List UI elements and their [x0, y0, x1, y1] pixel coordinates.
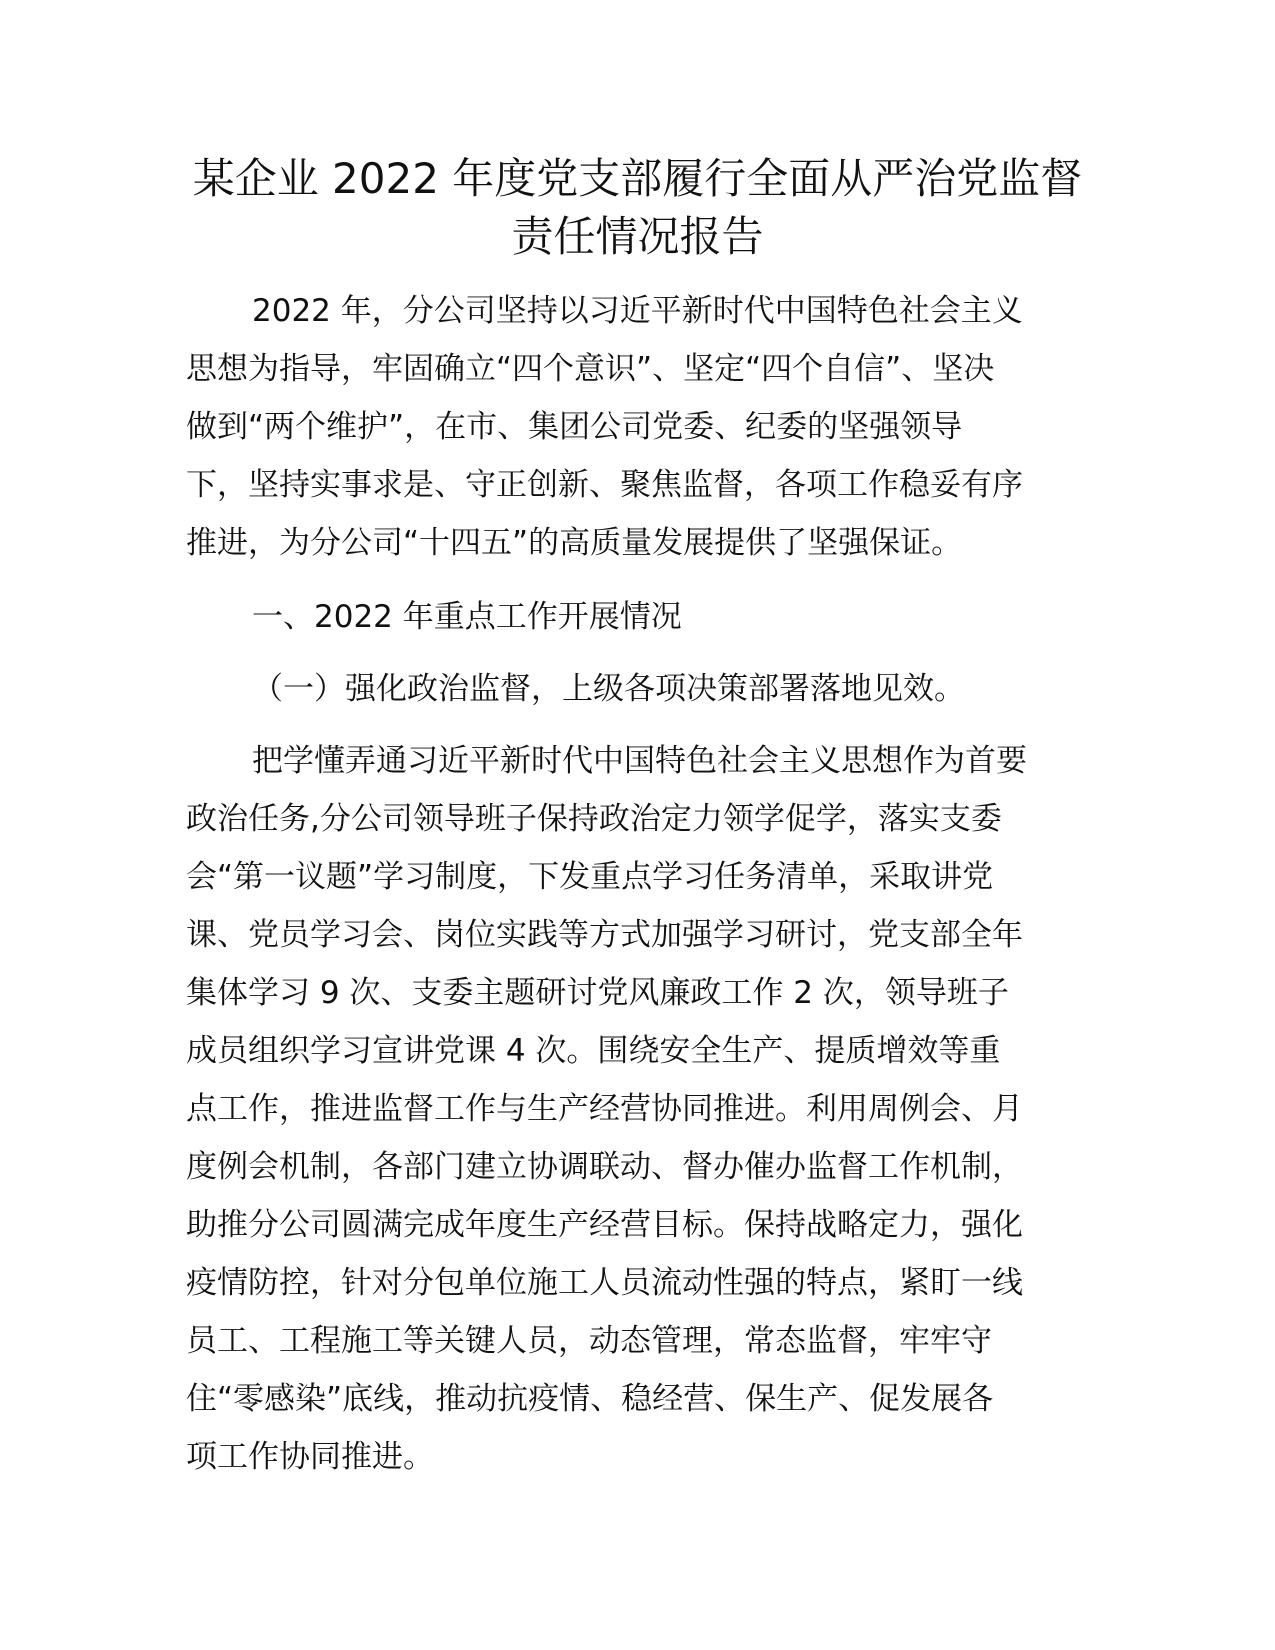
text-line: 点工作，推进监督工作与生产经营协同推进。利用周例会、月 [186, 1091, 1023, 1127]
text-line: 政治任务,分公司领导班子保持政治定力领学促学，落实支委 [186, 801, 1002, 837]
section-heading: 一、2022 年重点工作开展情况 [252, 599, 682, 635]
text-line: 集体学习 9 次、支委主题研讨党风廉政工作 2 次，领导班子 [186, 975, 1009, 1011]
text-line: 成员组织学习宣讲党课 4 次。围绕安全生产、提质增效等重 [186, 1033, 1001, 1069]
text-line: 推进，为分公司“十四五”的高质量发展提供了坚强保证。 [186, 525, 963, 561]
text-line: 度例会机制，各部门建立协调联动、督办催办监督工作机制， [186, 1149, 1023, 1185]
text-line: 助推分公司圆满完成年度生产经营目标。保持战略定力，强化 [186, 1207, 1023, 1243]
document-body [186, 282, 1089, 1486]
text-line: 会“第一议题”学习制度，下发重点学习任务清单，采取讲党 [186, 859, 994, 895]
text-line: 疫情防控，针对分包单位施工人员流动性强的特点，紧盯一线 [186, 1265, 1023, 1301]
body-paragraph [186, 732, 1089, 1486]
document-title [170, 150, 1105, 266]
subsection-heading: （一）强化政治监督，上级各项决策部署落地见效。 [252, 671, 965, 707]
title-line: 责任情况报告 [511, 212, 764, 261]
text-line: 项工作协同推进。 [186, 1439, 434, 1475]
text-line: 思想为指导，牢固确立“四个意识”、坚定“四个自信”、坚决 [186, 351, 995, 387]
text-line: 把学懂弄通习近平新时代中国特色社会主义思想作为首要 [252, 743, 1027, 779]
text-line: 做到“两个维护”，在市、集团公司党委、纪委的坚强领导 [186, 409, 963, 445]
text-line: 课、党员学习会、岗位实践等方式加强学习研讨，党支部全年 [186, 917, 1023, 953]
text-line: 员工、工程施工等关键人员，动态管理，常态监督，牢牢守 [186, 1323, 992, 1359]
intro-paragraph [186, 282, 1089, 572]
title-line: 某企业 2022 年度党支部履行全面从严治党监督 [192, 154, 1083, 203]
text-line: 住“零感染”底线，推动抗疫情、稳经营、保生产、促发展各 [186, 1381, 994, 1417]
text-line: 下，坚持实事求是、守正创新、聚焦监督，各项工作稳妥有序 [186, 467, 1023, 503]
text-line: 2022 年，分公司坚持以习近平新时代中国特色社会主义 [252, 293, 1023, 329]
